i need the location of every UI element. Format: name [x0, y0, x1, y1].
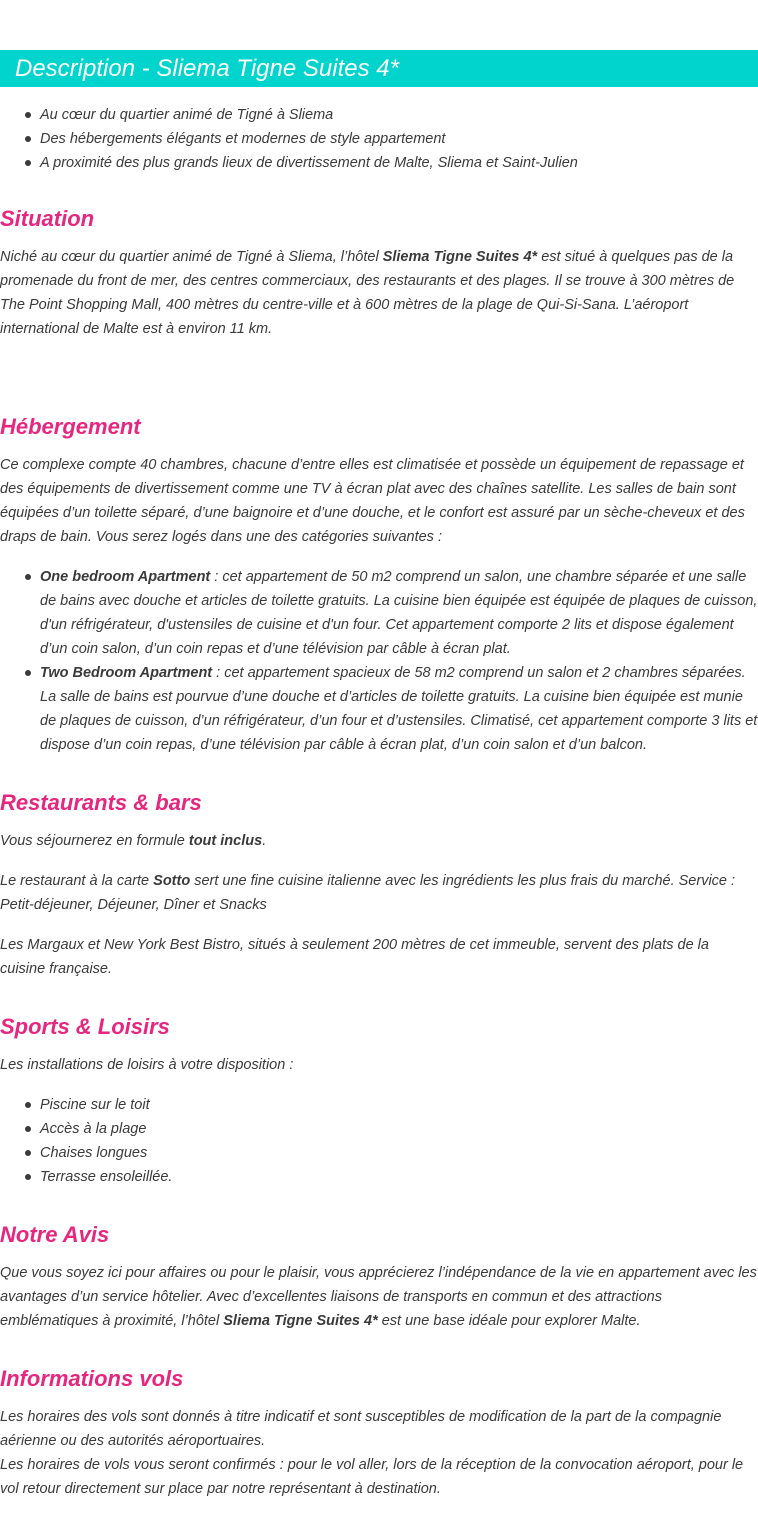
rooms-list	[0, 565, 758, 757]
hotel-name: Sliema Tigne Suites 4*	[223, 1313, 378, 1329]
list-item: Accès à la plage	[40, 1117, 758, 1141]
section-title: Restaurants & bars	[0, 790, 202, 815]
page-title: Description - Sliema Tigne Suites 4*	[15, 55, 399, 82]
room-desc: : cet appartement spacieux de 58 m2 comprend un salon et 2 chambres séparées. La salle de bains est pourvue d’une douche et d’articles de toilette gratuits. La cuisine bien équipée est munie de plaques de cuisson, d’un réfrigérateur, d’un four et d’ustensiles. Climatisé, cet appartement comporte 3 lits et dispose d’un coin repas, d’une télévision par câble à écran plat, d’un coin salon et d’un balcon.	[40, 665, 758, 753]
hebergement-intro: Ce complexe compte 40 chambres, chacune d’entre elles est climatisée et possède un équipement de repassage et des équipements de divertissement comme une TV à écran plat avec des chaînes satellite. Les salles de bain sont équipées d’un toilette séparé, d’une baignoire et d’une douche, et le confort est assuré par un sèche-cheveux et des draps de bain. Vous serez logés dans une des catégories suivantes :	[0, 457, 745, 545]
restaurant-name: Sotto	[153, 873, 191, 889]
hotel-name: Sliema Tigne Suites 4*	[382, 249, 538, 265]
list-item: Au cœur du quartier animé de Tigné à Sliema	[40, 103, 758, 127]
text-span: sert une fine cuisine italienne avec les ingrédients les plus frais du marché. Service : Petit-déjeuner, Déjeuner, Dîner et Snacks	[0, 873, 736, 913]
avis-section	[0, 1220, 758, 1333]
list-item: Chaises longues	[40, 1141, 758, 1165]
restaurant-text	[0, 869, 758, 917]
sports-list	[0, 1093, 758, 1189]
text-span: Le restaurant à la carte	[0, 873, 154, 889]
vols-section	[0, 1364, 758, 1501]
text-span: est une base idéale pour explorer Malte.	[377, 1313, 641, 1329]
nearby-text: Les Margaux et New York Best Bistro, situés à seulement 200 mètres de cet immeuble, servent des plats de la cuisine française.	[0, 937, 709, 977]
list-item	[40, 565, 758, 661]
section-title: Sports & Loisirs	[0, 1014, 170, 1039]
formula-text	[0, 829, 758, 853]
avis-text	[0, 1261, 758, 1333]
text-span: Niché au cœur du quartier animé de Tigné à Sliema, l’hôtel	[0, 249, 383, 265]
list-item: Des hébergements élégants et modernes de style appartement	[40, 127, 758, 151]
vols-text-1: Les horaires des vols sont donnés à titre indicatif et sont susceptibles de modification de la part de la compagnie aérienne ou des autorités aéroportuaires.	[0, 1409, 722, 1449]
vols-text-2: Les horaires de vols vous seront confirmés : pour le vol aller, lors de la réception de la convocation aéroport, pour le vol retour directement sur place par notre représentant à destination.	[0, 1457, 744, 1497]
restaurants-section	[0, 788, 758, 981]
room-desc: : cet appartement de 50 m2 comprend un salon, une chambre séparée et une salle de bains avec douche et articles de toilette gratuits. La cuisine bien équipée est équipée de plaques de cuisson, d'un réfrigérateur, d'ustensiles de cuisine et d'un four. Cet appartement comporte 2 lits et dispose également d’un coin salon, d’un coin repas et d’une télévision par câble à écran plat.	[40, 569, 758, 657]
list-item: Terrasse ensoleillée.	[40, 1165, 758, 1189]
sports-intro: Les installations de loisirs à votre disposition :	[0, 1057, 294, 1073]
description-banner	[0, 50, 758, 87]
text-span: est situé à quelques pas de la promenade du front de mer, des centres commerciaux, des restaurants et des plages. Il se trouve à 300 mètres de The Point Shopping Mall, 400 mètres du centre-ville et à 600 mètres de la plage de Qui-Si-Sana. L’aéroport international de Malte est à environ 11 km.	[0, 249, 735, 337]
situation-text	[0, 245, 758, 341]
sports-section	[0, 1012, 758, 1189]
section-title: Situation	[0, 206, 95, 231]
room-name: One bedroom Apartment	[40, 569, 211, 585]
section-title: Notre Avis	[0, 1222, 110, 1247]
room-name: Two Bedroom Apartment	[40, 665, 213, 681]
text-span: Vous séjournerez en formule	[0, 833, 189, 849]
section-title: Hébergement	[0, 414, 141, 439]
formula-bold: tout inclus	[188, 833, 263, 849]
text-span: Que vous soyez ici pour affaires ou pour le plaisir, vous apprécierez l’indépendance de la vie en appartement avec les avantages d’un service hôtelier. Avec d’excellentes liaisons de transports en commun et des attractions emblématiques à proximité, l’hôtel	[0, 1265, 757, 1329]
situation-section	[0, 204, 758, 341]
list-item: Piscine sur le toit	[40, 1093, 758, 1117]
section-title: Informations vols	[0, 1366, 184, 1391]
highlights-section	[0, 103, 758, 175]
text-span: .	[262, 833, 267, 849]
highlights-list	[0, 103, 758, 175]
list-item	[40, 661, 758, 757]
hebergement-section	[0, 412, 758, 757]
list-item: A proximité des plus grands lieux de divertissement de Malte, Sliema et Saint-Julien	[40, 151, 758, 175]
